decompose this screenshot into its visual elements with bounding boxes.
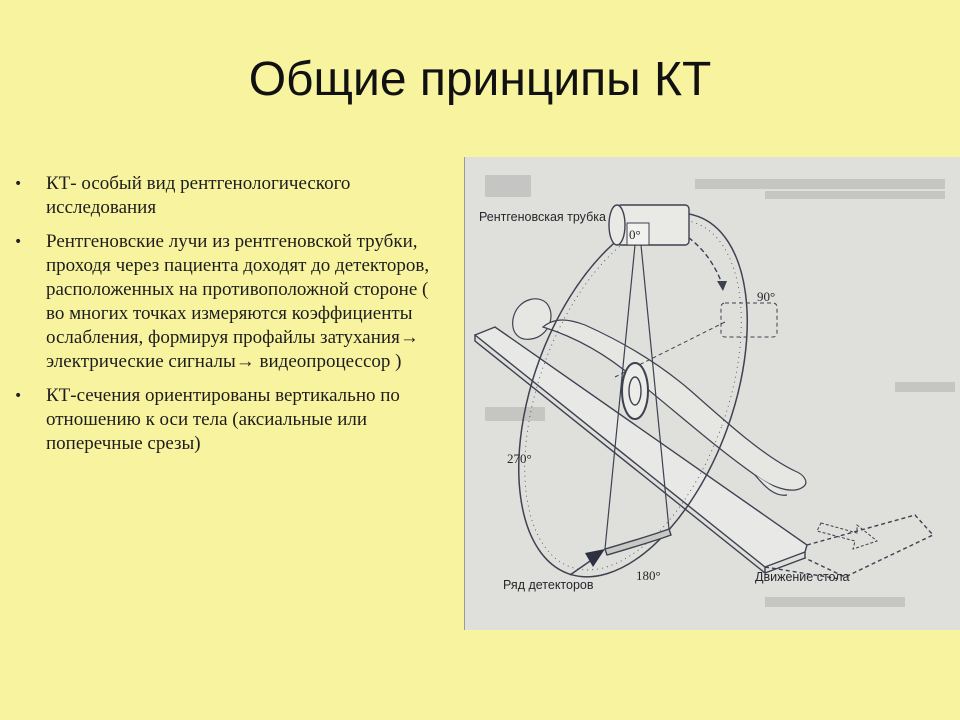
table-motion-label: Движение стола xyxy=(755,570,850,584)
bullet-text-part: электрические сигналы xyxy=(46,351,236,372)
ct-diagram-drawing xyxy=(465,157,960,630)
bullet-text xyxy=(46,230,446,374)
bullet-dot-icon: • xyxy=(14,176,23,192)
xray-tube-90-ghost xyxy=(721,303,777,337)
bullet-list xyxy=(14,172,446,466)
xray-tube-label: Рентгеновская трубка xyxy=(479,210,606,224)
xray-tube xyxy=(609,205,689,245)
angle-label-0: 0° xyxy=(629,227,641,242)
arrow-icon: → xyxy=(235,351,255,372)
bullet-text xyxy=(46,384,446,456)
bullet-text-part: КТ-сечения ориентированы вертикально по отношению к оси тела (аксиальные или поперечные срезы) xyxy=(46,385,400,454)
patient-table xyxy=(475,327,933,579)
bullet-item xyxy=(14,172,446,220)
rotation-arrow-head xyxy=(717,281,727,291)
bullet-dot-icon: • xyxy=(14,388,23,404)
bullet-dot-icon: • xyxy=(14,234,23,250)
detector-row-label: Ряд детекторов xyxy=(503,578,594,592)
detector-pointer-arrow xyxy=(570,549,605,575)
detector-array xyxy=(605,529,671,555)
bullet-text-part: Рентгеновские лучи из рентгеновской трубки, проходя через пациента доходят до детекторов, расположенных на противоположной стороне ( во многих точках измеряются коэффициенты ослабления, формируя профайлы затухания xyxy=(46,231,430,348)
bullet-text xyxy=(46,172,446,220)
bullet-item xyxy=(14,230,446,374)
slide-title: Общие принципы КТ xyxy=(248,53,712,106)
angle-label-270: 270° xyxy=(507,451,532,466)
bullet-item xyxy=(14,384,446,456)
arrow-icon: → xyxy=(399,327,419,348)
angle-label-90: 90° xyxy=(757,289,776,304)
angle-label-180: 180° xyxy=(636,568,661,583)
slice-disk xyxy=(622,363,648,419)
table-motion-arrow xyxy=(817,523,877,549)
bullet-text-part: КТ- особый вид рентгенологического исследования xyxy=(46,173,351,218)
bullet-text-part: видеопроцессор ) xyxy=(254,351,402,372)
ct-scanner-diagram xyxy=(465,157,960,630)
